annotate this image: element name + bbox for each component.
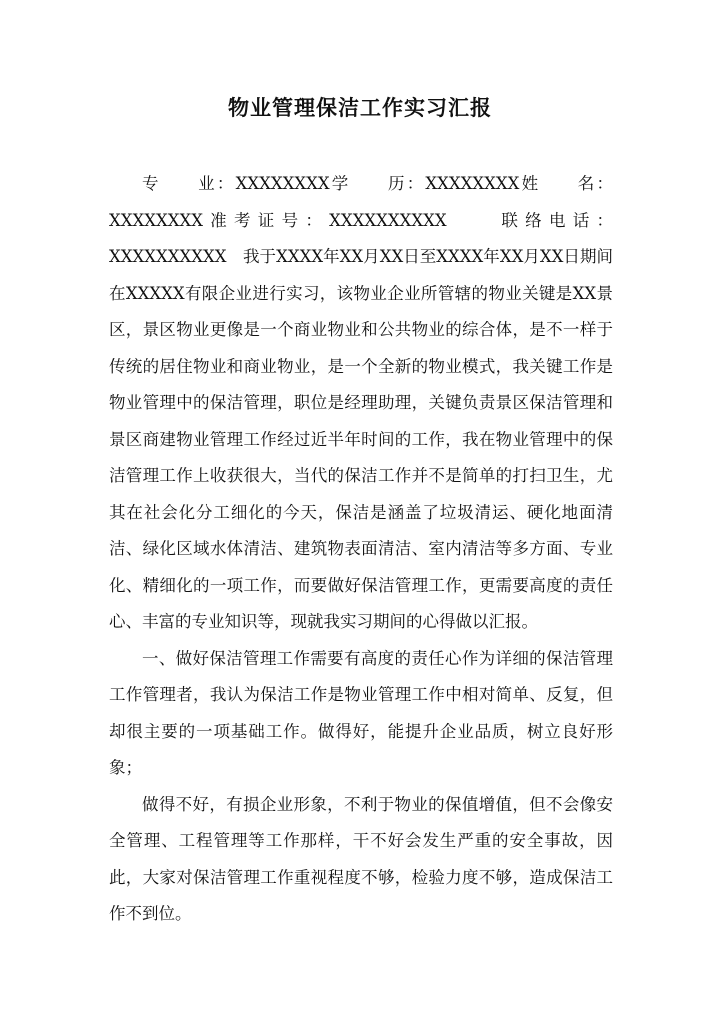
- paragraph-2: 一、做好保洁管理工作需要有高度的责任心作为详细的保洁管理工作管理者，我认为保洁工作是物业管理工作中相对简单、反复，但却很主要的一项基础工作。做得好，能提升企业品质，树立良好形象；: [109, 648, 613, 777]
- paragraph-3: 做得不好，有损企业形象，不利于物业的保值增值，但不会像安全管理、工程管理等工作那样，干不好会发生严重的安全事故，因此，大家对保洁管理工作重视程度不够，检验力度不够，造成保洁工作不到位。: [109, 794, 613, 923]
- document-title: 物业管理保洁工作实习汇报: [228, 95, 492, 120]
- document-body: [109, 166, 613, 933]
- paragraph-1: 专 业：XXXXXXXX学 历：XXXXXXXX姓 名：XXXXXXXX准考证号：XXXXXXXXXX 联络电话：XXXXXXXXXX 我于XXXX年XX月XX日至XXXX年XX月XX日期间在XXXXX有限企业进行实习，该物业企业所管辖的物业关键是XX景区，景区物业更像是一个商业物业和公共物业的综合体，是不一样于传统的居住物业和商业物业，是一个全新的物业模式，我关键工作是物业管理中的保洁管理，职位是经理助理，关键负责景区保洁管理和景区商建物业管理工作经过近半年时间的工作，我在物业管理中的保洁管理工作上收获很大，当代的保洁工作并不是简单的打扫卫生，尤其在社会化分工细化的今天，保洁是涵盖了垃圾清运、硬化地面清洁、绿化区域水体清洁、建筑物表面清洁、室内清洁等多方面、专业化、精细化的一项工作，而要做好保洁管理工作，更需要高度的责任心、丰富的专业知识等，现就我实习期间的心得做以汇报。: [109, 174, 613, 631]
